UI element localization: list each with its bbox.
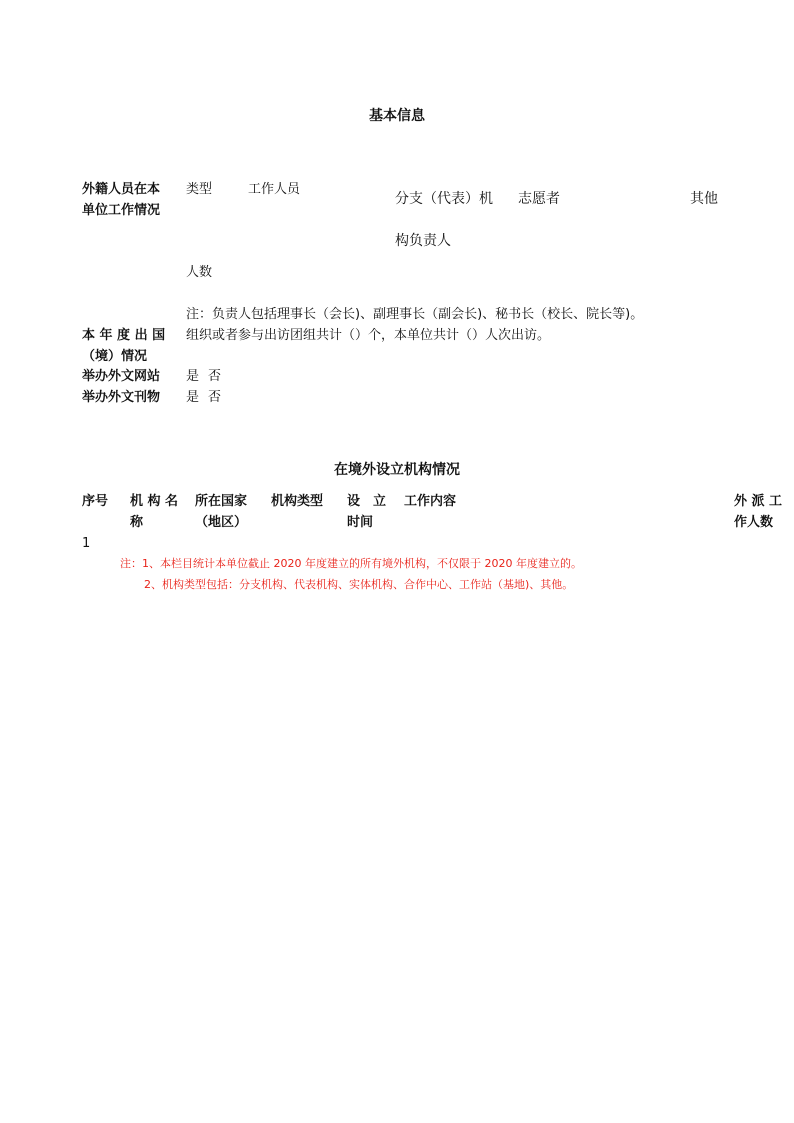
travel-content: 组织或者参与出访团组共计（）个，本单位共计（）人次出访。 (186, 328, 551, 343)
basic-info-title: 基本信息 (369, 108, 425, 124)
journal-no-option[interactable]: 否 (208, 390, 222, 405)
col-time-header-line2: 时间 (347, 515, 374, 530)
col-type-header: 机构类型 (271, 494, 324, 509)
website-label: 举办外文网站 (82, 369, 161, 384)
overseas-title: 在境外设立机构情况 (334, 462, 460, 478)
col-time-header-line1: 设 立 (347, 494, 387, 509)
branch-head-label-line1: 分支（代表）机 (395, 191, 493, 207)
note-line-1: 注：1、本栏目统计本单位截止 2020 年度建立的所有境外机构，不仅限于 2020 年度建立的。 (120, 557, 582, 570)
website-no-option[interactable]: 否 (208, 369, 222, 384)
note-line-2: 2、机构类型包括：分支机构、代表机构、实体机构、合作中心、工作站（基地)、其他。 (144, 578, 574, 591)
worker-label: 工作人员 (248, 182, 301, 197)
col-seq-header: 序号 (82, 494, 109, 509)
count-label: 人数 (186, 265, 213, 280)
branch-head-label-line2: 构负责人 (395, 233, 451, 249)
col-staff-header-line1: 外 派 工 (734, 494, 783, 509)
volunteer-label: 志愿者 (518, 191, 560, 207)
col-country-header-line2: （地区） (195, 515, 248, 530)
col-staff-header-line2: 作人数 (734, 515, 774, 530)
col-country-header-line1: 所在国家 (195, 494, 248, 509)
travel-label-line2: （境）情况 (82, 349, 148, 364)
website-yes-option[interactable]: 是 (186, 369, 200, 384)
foreign-staff-label-line1: 外籍人员在本 (82, 182, 161, 197)
col-name-header-line2: 称 (130, 515, 144, 530)
travel-label-line1: 本 年 度 出 国 (82, 328, 166, 343)
foreign-staff-label-line2: 单位工作情况 (82, 203, 161, 218)
journal-yes-option[interactable]: 是 (186, 390, 200, 405)
col-work-header: 工作内容 (404, 494, 457, 509)
col-name-header-line1: 机 构 名 (130, 494, 179, 509)
type-label: 类型 (186, 182, 213, 197)
other-label: 其他 (690, 191, 718, 207)
journal-label: 举办外文刊物 (82, 390, 161, 405)
table-row-seq: 1 (82, 536, 91, 551)
leader-note: 注：负责人包括理事长（会长)、副理事长（副会长)、秘书长（校长、院长等)。 (186, 307, 644, 322)
